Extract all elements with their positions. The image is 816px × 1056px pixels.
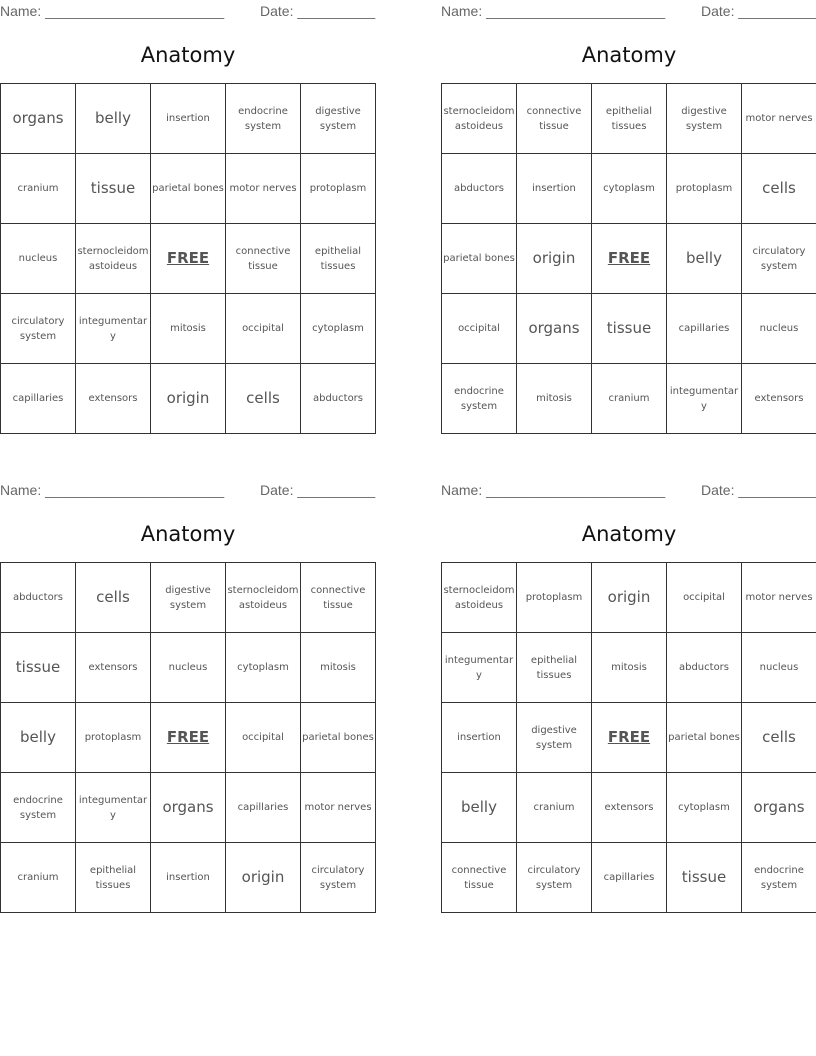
name-field: Name: _______________________ [441, 3, 666, 19]
card-title: Anatomy [581, 522, 677, 546]
grid-cell: insertion [151, 84, 226, 154]
free-space: FREE [592, 703, 667, 773]
grid-cell: digestive system [667, 84, 742, 154]
grid-cell: extensors [592, 773, 667, 843]
grid-cell: extensors [76, 364, 151, 434]
card-title: Anatomy [140, 522, 236, 546]
grid-row [1, 224, 376, 294]
bingo-card-1 [0, 0, 376, 407]
name-date-row [441, 0, 816, 22]
date-field: Date: __________ [701, 3, 816, 19]
grid-cell: motor nerves [742, 563, 816, 633]
bingo-grid [441, 83, 816, 434]
grid-cell: connective tissue [301, 563, 376, 633]
card-title: Anatomy [140, 43, 236, 67]
grid-cell: insertion [517, 154, 592, 224]
grid-cell: circulatory system [742, 224, 816, 294]
grid-cell: belly [667, 224, 742, 294]
grid-cell: connective tissue [517, 84, 592, 154]
grid-cell: connective tissue [226, 224, 301, 294]
grid-cell: abductors [442, 154, 517, 224]
grid-cell: mitosis [301, 633, 376, 703]
date-field: Date: __________ [260, 482, 376, 498]
grid-cell: capillaries [592, 843, 667, 913]
grid-cell: cytoplasm [592, 154, 667, 224]
grid-row [442, 843, 816, 913]
grid-cell: nucleus [151, 633, 226, 703]
grid-cell: endocrine system [226, 84, 301, 154]
name-date-row [441, 479, 816, 501]
grid-cell: capillaries [1, 364, 76, 434]
grid-cell: tissue [1, 633, 76, 703]
grid-cell: motor nerves [301, 773, 376, 843]
bingo-grid [0, 83, 376, 434]
date-field: Date: __________ [260, 3, 376, 19]
grid-cell: abductors [667, 633, 742, 703]
grid-cell: parietal bones [667, 703, 742, 773]
grid-cell: circulatory system [301, 843, 376, 913]
free-space: FREE [151, 703, 226, 773]
grid-row [1, 843, 376, 913]
grid-cell: endocrine system [742, 843, 816, 913]
grid-cell: sternocleidomastoideus [226, 563, 301, 633]
bingo-card-4 [441, 479, 816, 891]
grid-cell: insertion [151, 843, 226, 913]
name-field: Name: _______________________ [441, 482, 666, 498]
grid-cell: belly [1, 703, 76, 773]
grid-row [1, 84, 376, 154]
grid-cell: extensors [742, 364, 816, 434]
grid-cell: origin [517, 224, 592, 294]
grid-cell: epithelial tissues [76, 843, 151, 913]
grid-cell: abductors [1, 563, 76, 633]
grid-cell: digestive system [517, 703, 592, 773]
grid-cell: endocrine system [442, 364, 517, 434]
grid-cell: epithelial tissues [592, 84, 667, 154]
grid-cell: sternocleidomastoideus [442, 84, 517, 154]
grid-cell: integumentary [76, 294, 151, 364]
bingo-grid [0, 562, 376, 913]
grid-cell: occipital [226, 703, 301, 773]
name-field: Name: _______________________ [0, 3, 225, 19]
grid-cell: cytoplasm [226, 633, 301, 703]
grid-cell: organs [742, 773, 816, 843]
grid-cell: digestive system [301, 84, 376, 154]
grid-cell: integumentary [442, 633, 517, 703]
grid-cell: extensors [76, 633, 151, 703]
grid-cell: motor nerves [742, 84, 816, 154]
grid-cell: protoplasm [667, 154, 742, 224]
grid-cell: protoplasm [517, 563, 592, 633]
grid-cell: parietal bones [442, 224, 517, 294]
grid-cell: motor nerves [226, 154, 301, 224]
grid-cell: parietal bones [301, 703, 376, 773]
grid-row [442, 84, 816, 154]
grid-cell: sternocleidomastoideus [442, 563, 517, 633]
grid-cell: cranium [1, 154, 76, 224]
grid-row [1, 633, 376, 703]
grid-cell: cranium [592, 364, 667, 434]
grid-cell: integumentary [667, 364, 742, 434]
grid-row [1, 294, 376, 364]
grid-row [442, 773, 816, 843]
grid-row [1, 154, 376, 224]
grid-cell: nucleus [1, 224, 76, 294]
grid-cell: nucleus [742, 294, 816, 364]
grid-cell: belly [442, 773, 517, 843]
grid-cell: protoplasm [76, 703, 151, 773]
bingo-card-2 [441, 0, 816, 412]
date-field: Date: __________ [701, 482, 816, 498]
grid-cell: epithelial tissues [517, 633, 592, 703]
grid-cell: tissue [592, 294, 667, 364]
grid-row [1, 563, 376, 633]
grid-cell: protoplasm [301, 154, 376, 224]
grid-cell: origin [151, 364, 226, 434]
grid-cell: cells [742, 154, 816, 224]
grid-cell: epithelial tissues [301, 224, 376, 294]
grid-cell: insertion [442, 703, 517, 773]
grid-cell: circulatory system [1, 294, 76, 364]
free-space: FREE [592, 224, 667, 294]
grid-cell: sternocleidomastoideus [76, 224, 151, 294]
grid-cell: occipital [667, 563, 742, 633]
grid-row [442, 294, 816, 364]
grid-row [1, 364, 376, 434]
grid-cell: circulatory system [517, 843, 592, 913]
card-title: Anatomy [581, 43, 677, 67]
free-space: FREE [151, 224, 226, 294]
grid-cell: digestive system [151, 563, 226, 633]
grid-cell: cells [76, 563, 151, 633]
grid-row [442, 154, 816, 224]
grid-cell: capillaries [667, 294, 742, 364]
grid-row [442, 224, 816, 294]
grid-cell: organs [517, 294, 592, 364]
grid-cell: belly [76, 84, 151, 154]
grid-cell: tissue [667, 843, 742, 913]
grid-cell: cells [742, 703, 816, 773]
grid-cell: mitosis [592, 633, 667, 703]
bingo-grid [441, 562, 816, 913]
grid-row [442, 633, 816, 703]
grid-cell: cells [226, 364, 301, 434]
grid-cell: organs [151, 773, 226, 843]
grid-cell: integumentary [76, 773, 151, 843]
grid-cell: occipital [442, 294, 517, 364]
grid-cell: capillaries [226, 773, 301, 843]
name-date-row [0, 479, 376, 501]
name-date-row [0, 0, 376, 22]
grid-cell: endocrine system [1, 773, 76, 843]
grid-cell: origin [592, 563, 667, 633]
grid-row [442, 364, 816, 434]
grid-cell: parietal bones [151, 154, 226, 224]
grid-cell: abductors [301, 364, 376, 434]
grid-cell: origin [226, 843, 301, 913]
bingo-card-3 [0, 479, 376, 891]
grid-cell: cranium [517, 773, 592, 843]
grid-cell: cranium [1, 843, 76, 913]
grid-cell: tissue [76, 154, 151, 224]
grid-row [1, 773, 376, 843]
grid-cell: cytoplasm [301, 294, 376, 364]
name-field: Name: _______________________ [0, 482, 225, 498]
grid-cell: connective tissue [442, 843, 517, 913]
grid-row [442, 703, 816, 773]
grid-cell: organs [1, 84, 76, 154]
grid-cell: nucleus [742, 633, 816, 703]
grid-cell: mitosis [517, 364, 592, 434]
grid-cell: cytoplasm [667, 773, 742, 843]
grid-row [1, 703, 376, 773]
grid-cell: mitosis [151, 294, 226, 364]
grid-cell: occipital [226, 294, 301, 364]
grid-row [442, 563, 816, 633]
